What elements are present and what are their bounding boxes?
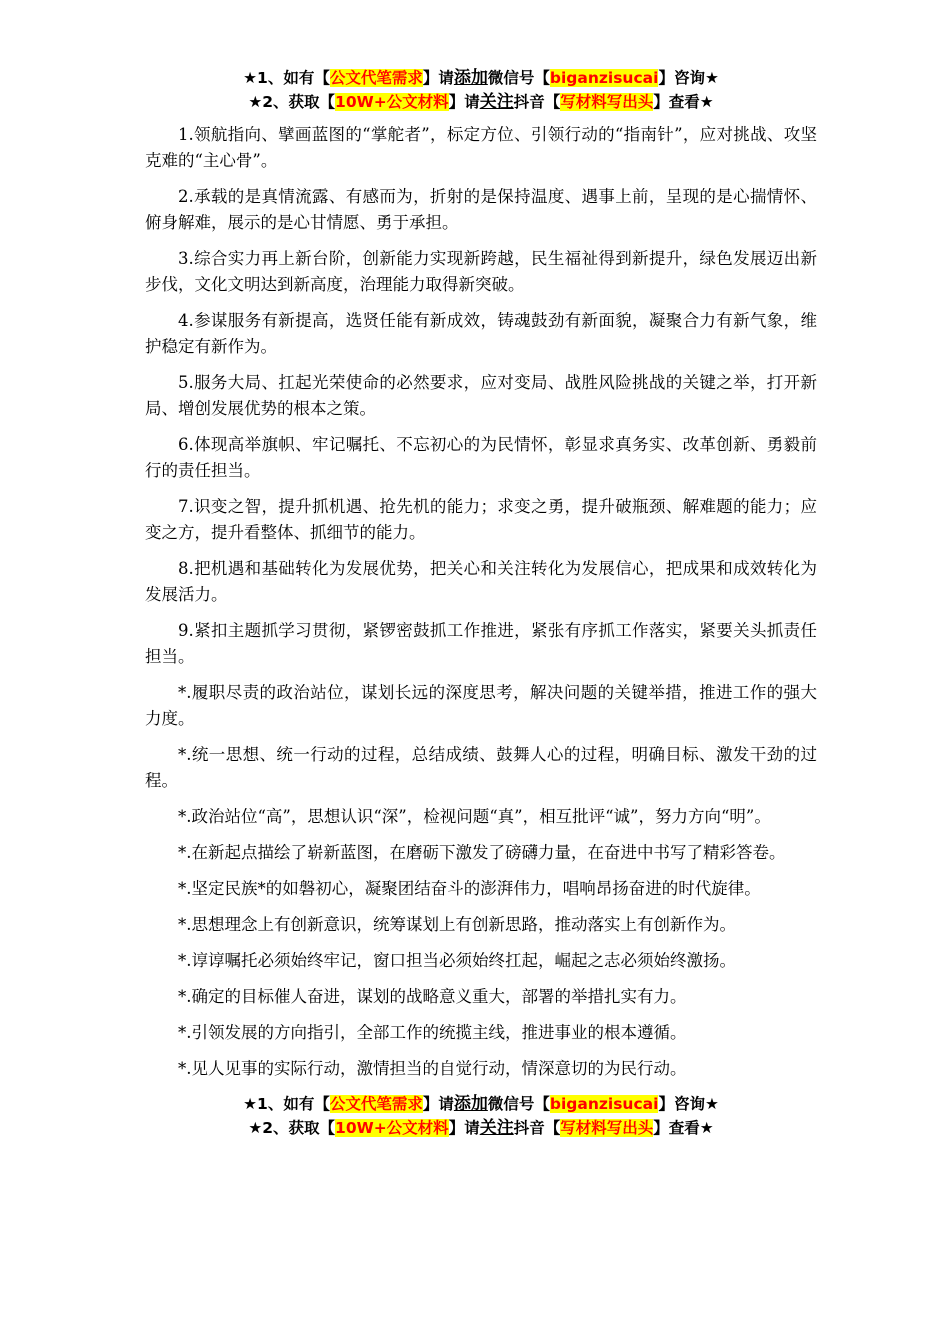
underlined-follow: 关注	[479, 92, 514, 112]
list-item: 5.服务大局、扛起光荣使命的必然要求，应对变局、战胜风险挑战的关键之举，打开新局、增创发展优势的根本之策。	[145, 373, 817, 418]
highlight-service: 公文代笔需求	[329, 69, 423, 87]
underlined-follow: 关注	[479, 1118, 514, 1138]
promo-line-2: ★2、获取【10W+公文材料】请关注抖音【写材料写出头】查看★	[248, 1118, 714, 1138]
list-item: *.在新起点描绘了崭新蓝图，在磨砺下激发了磅礴力量，在奋进中书写了精彩答卷。	[178, 843, 786, 862]
promo-banner-bottom	[145, 1092, 817, 1140]
list-item: *.引领发展的方向指引，全部工作的统揽主线，推进事业的根本遵循。	[178, 1023, 687, 1042]
phrase-list	[145, 122, 817, 1082]
list-item: 6.体现高举旗帜、牢记嘱托、不忘初心的为民情怀，彰显求真务实、改革创新、勇毅前行的责任担当。	[145, 435, 817, 480]
list-item: 8.把机遇和基础转化为发展优势，把关心和关注转化为发展信心，把成果和成效转化为发展活力。	[145, 559, 817, 604]
list-item: *.统一思想、统一行动的过程，总结成绩、鼓舞人心的过程，明确目标、激发干劲的过程。	[145, 745, 817, 790]
list-item: 7.识变之智，提升抓机遇、抢先机的能力；求变之勇，提升破瓶颈、解难题的能力；应变之方，提升看整体、抓细节的能力。	[145, 497, 817, 542]
underlined-add: 添加	[453, 1094, 488, 1114]
highlight-materials: 10W+公文材料	[335, 93, 449, 111]
promo-line-2: ★2、获取【10W+公文材料】请关注抖音【写材料写出头】查看★	[248, 92, 714, 112]
highlight-service: 公文代笔需求	[329, 1095, 423, 1113]
highlight-douyin-account: 写材料写出头	[560, 93, 654, 111]
promo-banner-top	[145, 66, 817, 114]
list-item: *.履职尽责的政治站位，谋划长远的深度思考，解决问题的关键举措，推进工作的强大力度。	[145, 683, 817, 728]
list-item: *.政治站位“高”，思想认识“深”，检视问题“真”，相互批评“诚”，努力方向“明”。	[178, 807, 771, 826]
list-item: *.谆谆嘱托必须始终牢记，窗口担当必须始终扛起，崛起之志必须始终激扬。	[178, 951, 736, 970]
list-item: *.思想理念上有创新意识，统筹谋划上有创新思路，推动落实上有创新作为。	[178, 915, 736, 934]
list-item: 2.承载的是真情流露、有感而为，折射的是保持温度、遇事上前，呈现的是心揣情怀、俯身解难，展示的是心甘情愿、勇于承担。	[145, 187, 817, 232]
highlight-materials: 10W+公文材料	[335, 1119, 449, 1137]
highlight-douyin-account: 写材料写出头	[560, 1119, 654, 1137]
document-page	[145, 66, 817, 1140]
list-item: 9.紧扣主题抓学习贯彻，紧锣密鼓抓工作推进，紧张有序抓工作落实，紧要关头抓责任担当。	[145, 621, 817, 666]
highlight-wechat-id: biganzisucai	[549, 69, 659, 87]
list-item: *.确定的目标催人奋进，谋划的战略意义重大，部署的举措扎实有力。	[178, 987, 687, 1006]
list-item: *.见人见事的实际行动，激情担当的自觉行动，情深意切的为民行动。	[178, 1059, 687, 1078]
list-item: 1.领航指向、擘画蓝图的“掌舵者”，标定方位、引领行动的“指南针”，应对挑战、攻坚克难的“主心骨”。	[145, 125, 817, 170]
list-item: 4.参谋服务有新提高，选贤任能有新成效，铸魂鼓劲有新面貌，凝聚合力有新气象，维护稳定有新作为。	[145, 311, 817, 356]
list-item: 3.综合实力再上新台阶，创新能力实现新跨越，民生福祉得到新提升，绿色发展迈出新步伐，文化文明达到新高度，治理能力取得新突破。	[145, 249, 817, 294]
highlight-wechat-id: biganzisucai	[549, 1095, 659, 1113]
promo-line-1: ★1、如有【公文代笔需求】请添加微信号【biganzisucai】咨询★	[243, 68, 719, 88]
list-item: *.坚定民族*的如磐初心，凝聚团结奋斗的澎湃伟力，唱响昂扬奋进的时代旋律。	[178, 879, 761, 898]
promo-line-1: ★1、如有【公文代笔需求】请添加微信号【biganzisucai】咨询★	[243, 1094, 719, 1114]
underlined-add: 添加	[453, 68, 488, 88]
